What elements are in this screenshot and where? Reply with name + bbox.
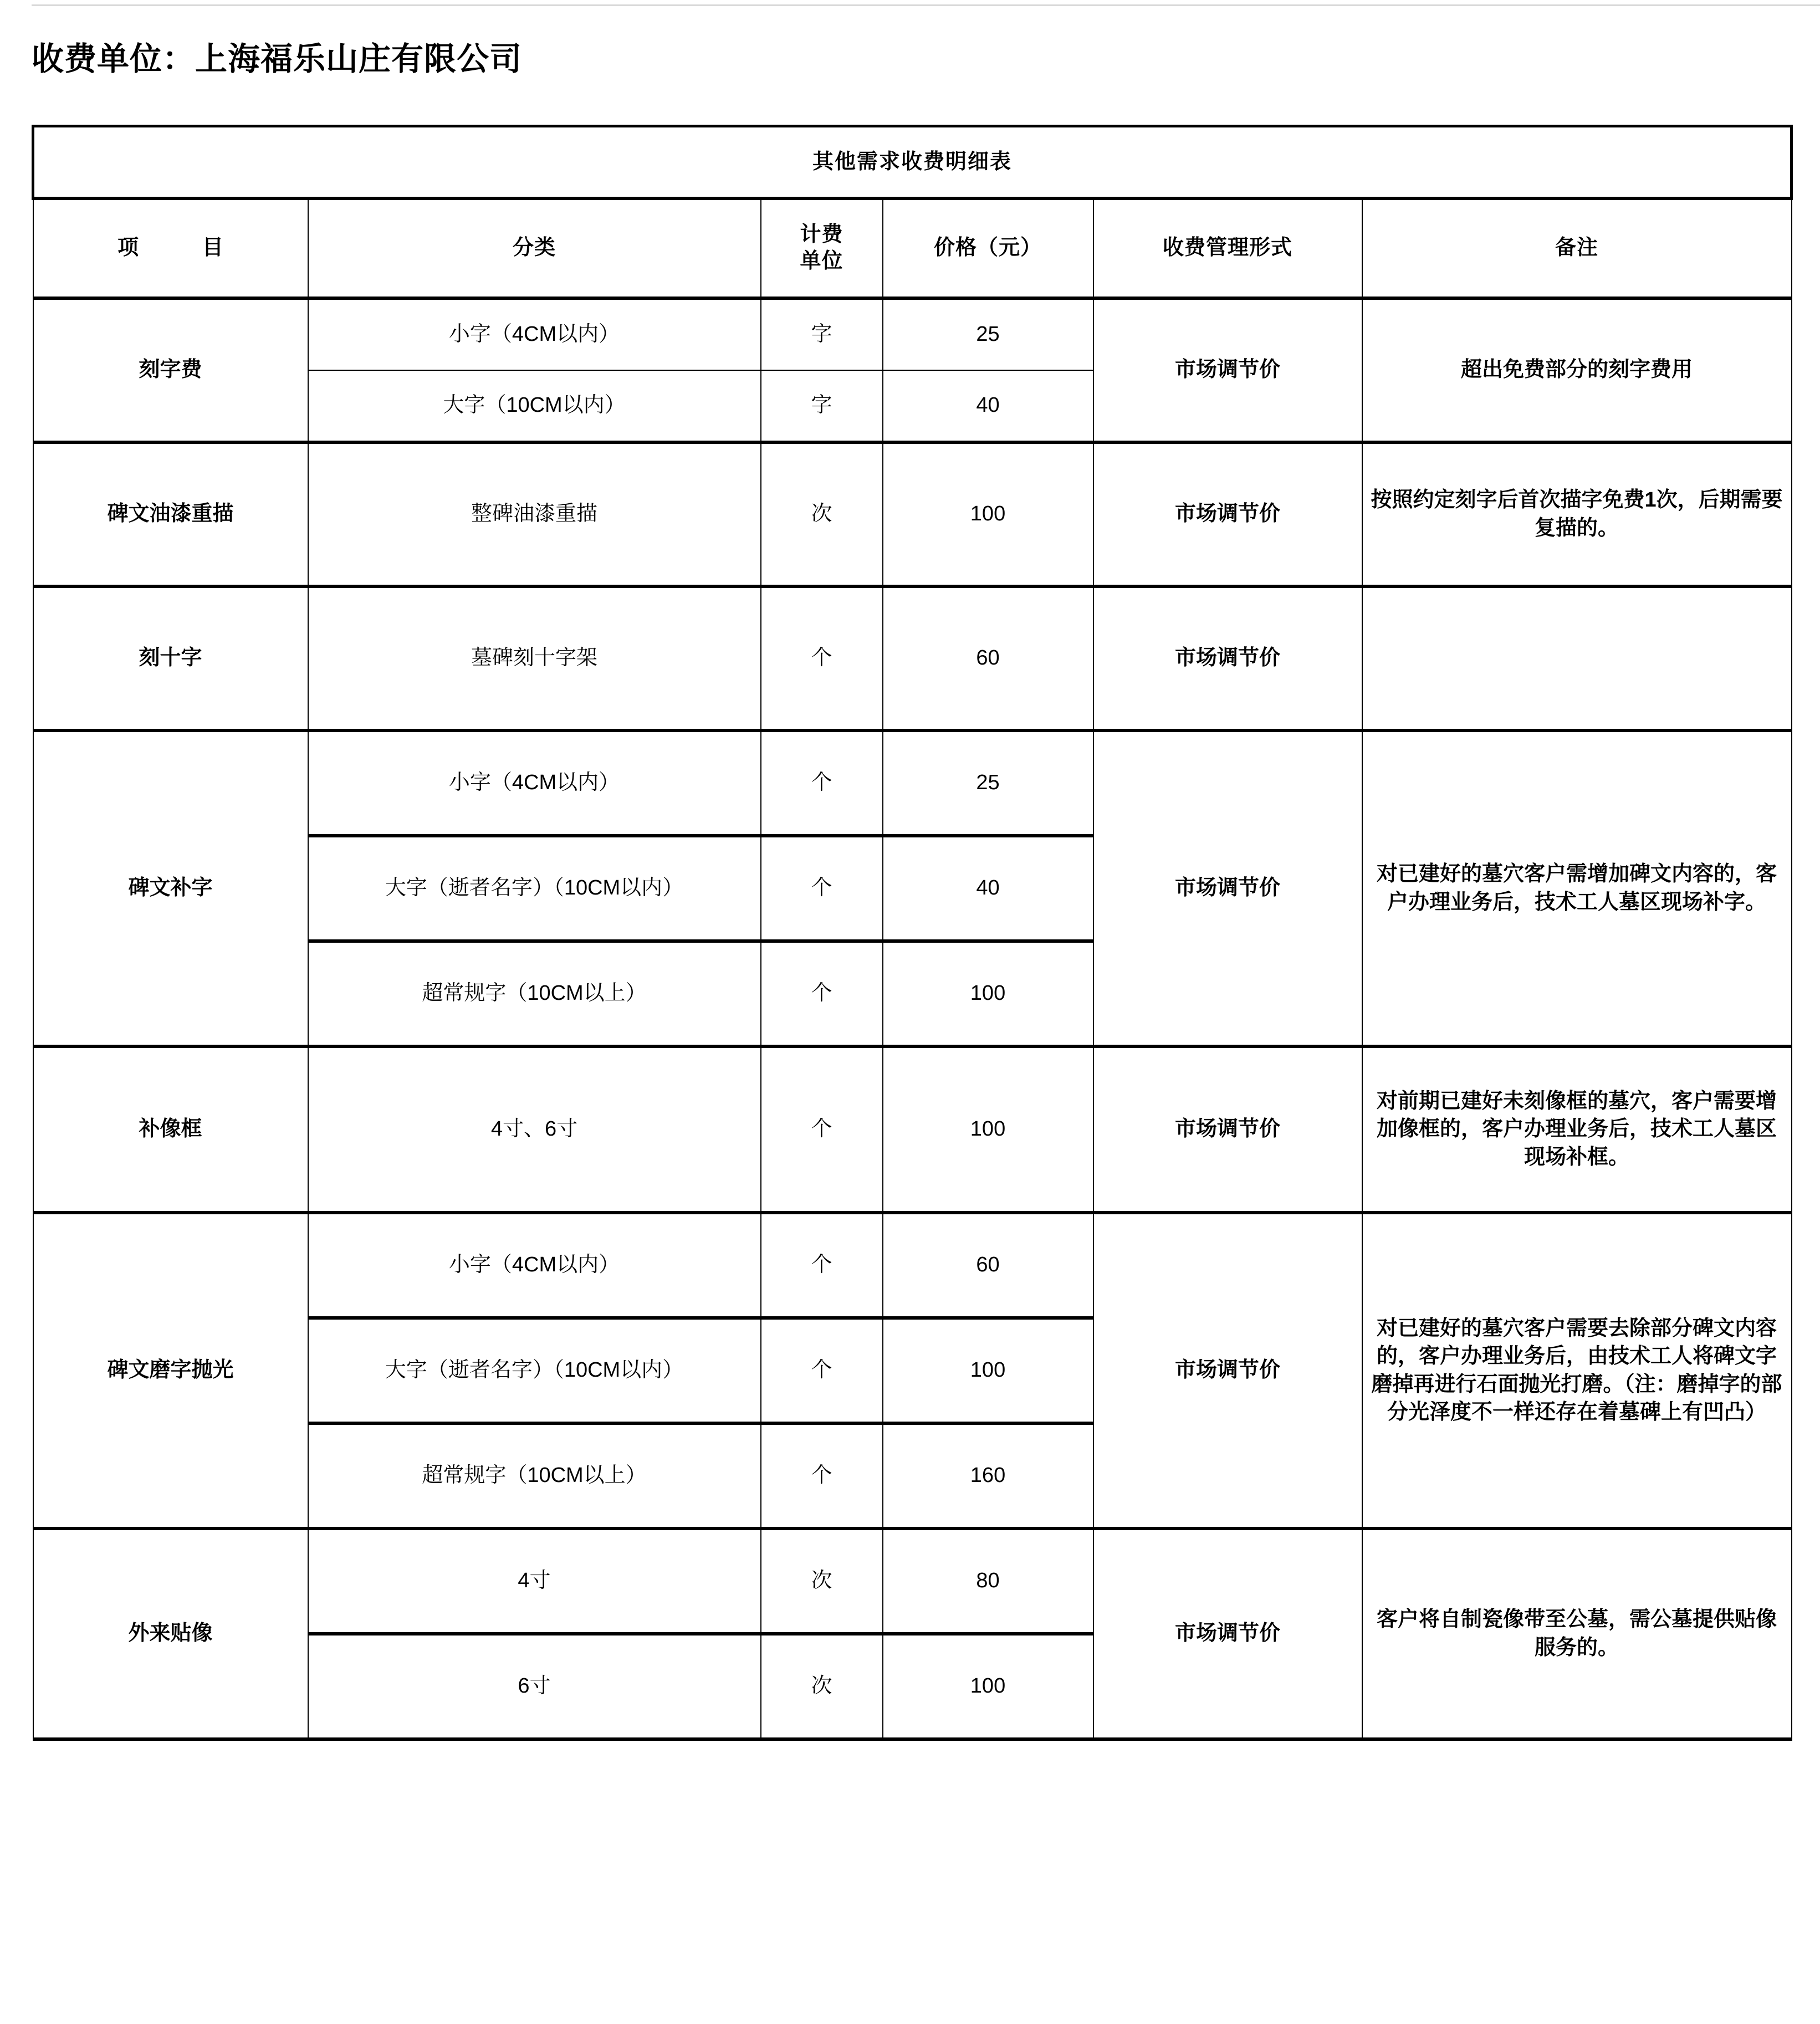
row-note bbox=[1362, 586, 1792, 730]
row-category: 大字（10CM以内） bbox=[308, 370, 761, 442]
row-unit: 个 bbox=[761, 586, 883, 730]
row-unit: 个 bbox=[761, 1213, 883, 1318]
row-unit: 字 bbox=[761, 298, 883, 370]
table-row bbox=[33, 1213, 1792, 1318]
row-note: 超出免费部分的刻字费用 bbox=[1362, 298, 1792, 442]
row-item-name: 外来贴像 bbox=[33, 1529, 308, 1739]
table-row bbox=[33, 730, 1792, 836]
row-management: 市场调节价 bbox=[1093, 1529, 1362, 1739]
row-category: 大字（逝者名字）（10CM以内） bbox=[308, 836, 761, 941]
row-unit: 个 bbox=[761, 1423, 883, 1529]
row-note: 对前期已建好未刻像框的墓穴，客户需要增加像框的，客户办理业务后，技术工人墓区现场补框。 bbox=[1362, 1046, 1792, 1213]
row-unit: 个 bbox=[761, 836, 883, 941]
column-header-unit-line1: 计费 bbox=[800, 223, 843, 246]
row-price: 40 bbox=[883, 836, 1093, 941]
row-category: 超常规字（10CM以上） bbox=[308, 941, 761, 1046]
row-management: 市场调节价 bbox=[1093, 730, 1362, 1046]
column-header-note: 备注 bbox=[1362, 198, 1792, 298]
row-unit: 个 bbox=[761, 1318, 883, 1423]
row-unit: 次 bbox=[761, 442, 883, 586]
row-price: 25 bbox=[883, 298, 1093, 370]
row-management: 市场调节价 bbox=[1093, 298, 1362, 442]
row-category: 小字（4CM以内） bbox=[308, 1213, 761, 1318]
charging-unit-label: 收费单位：上海福乐山庄有限公司 bbox=[32, 41, 523, 77]
row-item-name: 碑文油漆重描 bbox=[33, 442, 308, 586]
row-price: 100 bbox=[883, 442, 1093, 586]
row-category: 小字（4CM以内） bbox=[308, 298, 761, 370]
row-item-name: 补像框 bbox=[33, 1046, 308, 1213]
column-header-management: 收费管理形式 bbox=[1093, 198, 1362, 298]
column-header-price: 价格（元） bbox=[883, 198, 1093, 298]
row-management: 市场调节价 bbox=[1093, 586, 1362, 730]
row-management: 市场调节价 bbox=[1093, 1213, 1362, 1529]
row-category: 超常规字（10CM以上） bbox=[308, 1423, 761, 1529]
row-price: 60 bbox=[883, 1213, 1093, 1318]
table-row bbox=[33, 298, 1792, 370]
column-header-unit-line2: 单位 bbox=[800, 249, 843, 273]
table-title: 其他需求收费明细表 bbox=[33, 126, 1792, 198]
row-unit: 个 bbox=[761, 941, 883, 1046]
table-row bbox=[33, 442, 1792, 586]
row-category: 整碑油漆重描 bbox=[308, 442, 761, 586]
row-management: 市场调节价 bbox=[1093, 1046, 1362, 1213]
row-item-name: 碑文补字 bbox=[33, 730, 308, 1046]
row-unit: 字 bbox=[761, 370, 883, 442]
row-note: 按照约定刻字后首次描字免费1次，后期需要复描的。 bbox=[1362, 442, 1792, 586]
top-divider bbox=[32, 4, 1820, 6]
row-management: 市场调节价 bbox=[1093, 442, 1362, 586]
table-row bbox=[33, 1046, 1792, 1213]
row-unit: 次 bbox=[761, 1634, 883, 1739]
row-unit: 次 bbox=[761, 1529, 883, 1634]
column-header-unit bbox=[761, 198, 883, 298]
row-price: 100 bbox=[883, 1634, 1093, 1739]
row-price: 100 bbox=[883, 1046, 1093, 1213]
row-price: 60 bbox=[883, 586, 1093, 730]
table-row bbox=[33, 1529, 1792, 1634]
row-price: 80 bbox=[883, 1529, 1093, 1634]
row-category: 4寸 bbox=[308, 1529, 761, 1634]
row-price: 100 bbox=[883, 1318, 1093, 1423]
row-note: 对已建好的墓穴客户需要去除部分碑文内容的，客户办理业务后，由技术工人将碑文字磨掉再进行石面抛光打磨。（注：磨掉字的部分光泽度不一样还存在着墓碑上有凹凸） bbox=[1362, 1213, 1792, 1529]
row-price: 40 bbox=[883, 370, 1093, 442]
row-price: 25 bbox=[883, 730, 1093, 836]
table-row bbox=[33, 586, 1792, 730]
row-category: 6寸 bbox=[308, 1634, 761, 1739]
column-header-category: 分类 bbox=[308, 198, 761, 298]
column-header-item-label: 项 目 bbox=[117, 236, 231, 260]
row-price: 160 bbox=[883, 1423, 1093, 1529]
row-price: 100 bbox=[883, 941, 1093, 1046]
row-note: 客户将自制瓷像带至公墓，需公墓提供贴像服务的。 bbox=[1362, 1529, 1792, 1739]
row-category: 4寸、6寸 bbox=[308, 1046, 761, 1213]
row-category: 大字（逝者名字）（10CM以内） bbox=[308, 1318, 761, 1423]
row-category: 墓碑刻十字架 bbox=[308, 586, 761, 730]
row-note: 对已建好的墓穴客户需增加碑文内容的，客户办理业务后，技术工人墓区现场补字。 bbox=[1362, 730, 1792, 1046]
row-item-name: 刻十字 bbox=[33, 586, 308, 730]
row-unit: 个 bbox=[761, 1046, 883, 1213]
table-title-row bbox=[33, 126, 1792, 198]
row-item-name: 刻字费 bbox=[33, 298, 308, 442]
row-unit: 个 bbox=[761, 730, 883, 836]
row-item-name: 碑文磨字抛光 bbox=[33, 1213, 308, 1529]
fee-detail-table bbox=[32, 125, 1793, 1741]
row-category: 小字（4CM以内） bbox=[308, 730, 761, 836]
table-header-row bbox=[33, 198, 1792, 298]
column-header-item bbox=[33, 198, 308, 298]
